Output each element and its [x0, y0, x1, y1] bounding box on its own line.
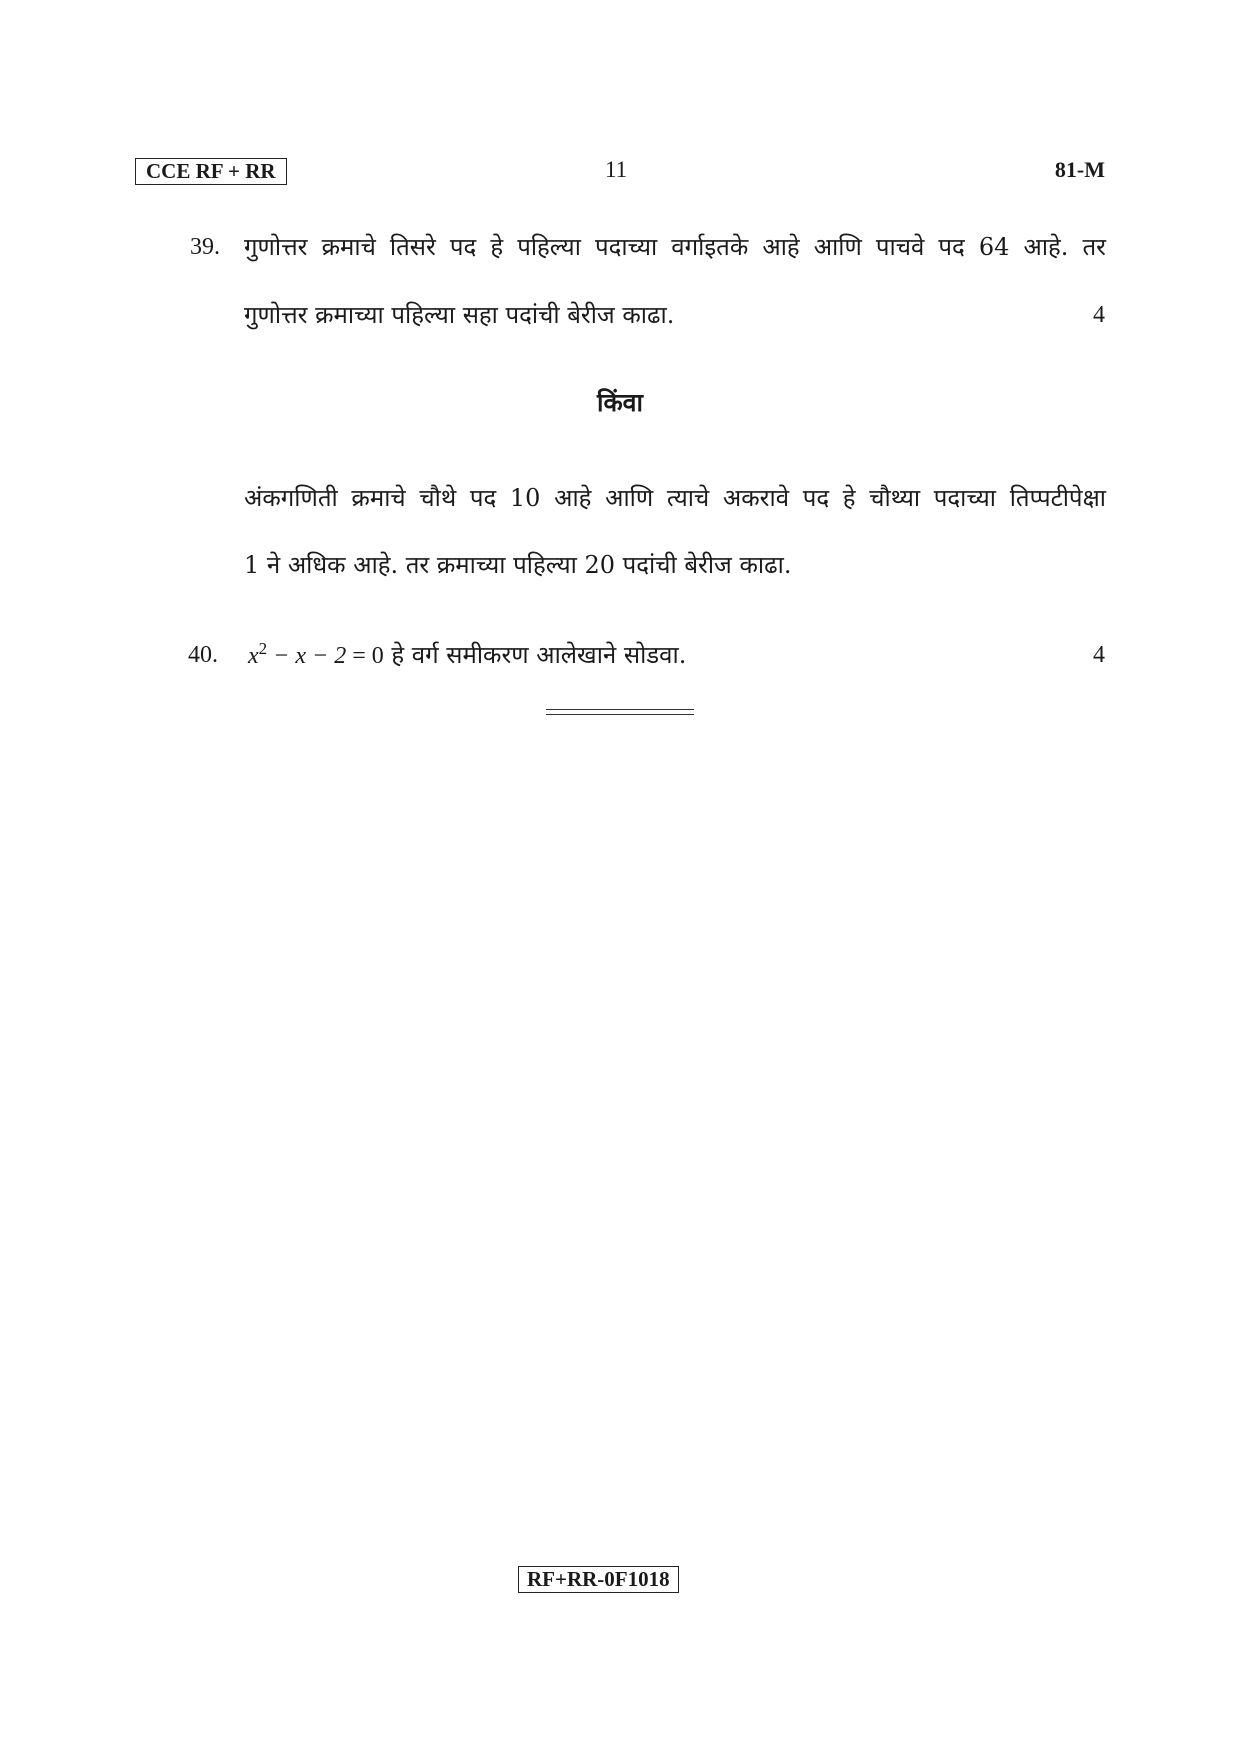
page-number: 11	[605, 157, 628, 182]
question-39-number: 39.	[190, 234, 220, 260]
or-label: किंवा	[596, 388, 644, 417]
page-header	[135, 158, 1105, 188]
exam-code-box: CCE RF + RR	[135, 158, 287, 185]
question-39-line-1: गुणोत्तर क्रमाचे तिसरे पद हे पहिल्या पदाच्या वर्गाइतके आहे आणि पाचवे पद 64 आहे. तर	[244, 233, 1106, 261]
end-rule-bottom	[546, 714, 694, 715]
question-39-alt-line-2: 1 ने अधिक आहे. तर क्रमाच्या पहिल्या 20 पदांची बेरीज काढा.	[244, 551, 792, 579]
question-39-marks: 4	[1093, 302, 1105, 328]
question-39-alt-line-1: अंकगणिती क्रमाचे चौथे पद 10 आहे आणि त्याचे अकरावे पद हे चौथ्या पदाच्या तिप्पटीपेक्षा	[244, 484, 1106, 512]
question-40-number: 40.	[188, 642, 218, 668]
end-rule-top	[546, 709, 694, 710]
paper-code: 81-M	[1054, 157, 1105, 182]
question-40-marks: 4	[1093, 642, 1105, 668]
question-40-text: $x^2 - x - 2 = 0$ हे वर्ग समीकरण आलेखाने सोडवा.	[248, 639, 687, 669]
question-39-line-2: गुणोत्तर क्रमाच्या पहिल्या सहा पदांची बेरीज काढा.	[244, 301, 675, 329]
footer-code-box: RF+RR-0F1018	[518, 1566, 679, 1593]
quadratic-equation: $x^2 - x - 2 = 0$	[248, 639, 384, 669]
